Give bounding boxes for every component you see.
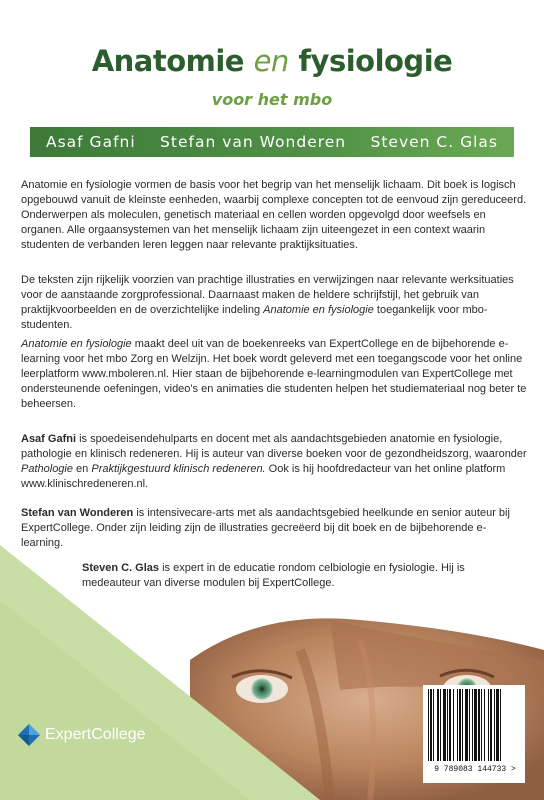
p2-italic-title: Anatomie en fysiologie	[263, 303, 374, 316]
bio-name-wonderen: Stefan van Wonderen	[21, 507, 134, 519]
bio-steven-glas	[82, 561, 522, 591]
p2-start: De teksten zijn rijkelijk voorzien van prachtige illustraties en verwijzingen naar relevante werksituaties voor de aanstaande zorgprofessional. Daarnaast maken de heldere schrijfstijl, het gebruik van praktijkvoorbeelden en de overzichtelijke indeling	[21, 274, 514, 316]
paragraph-intro	[21, 178, 527, 253]
title-part-2: fysiologie	[298, 44, 453, 78]
author-bar	[30, 127, 514, 157]
paragraph-illustrations	[21, 273, 527, 333]
p6-rest: is expert in de educatie rondom celbiologie en fysiologie. Hij is medeauteur van diverse modulen bij ExpertCollege.	[82, 562, 465, 589]
paragraph-intro-text: Anatomie en fysiologie vormen de basis voor het begrip van het menselijk lichaam. Dit boek is logisch opgebouwd vanuit de kleinste eenheden, waarbij complexe concepten tot de eenvoud zijn gereduceerd. Onderwerpen als moleculen, genetisch materiaal en cellen worden opgevolgd door weefsels en organen. Alle orgaansystemen van het menselijk lichaam zijn uiteengezet in een context waarin studenten de verbanden leren leggen naar relevante praktijksituaties.	[21, 179, 527, 251]
title-em: en	[253, 44, 289, 78]
bio-name-gafni: Asaf Gafni	[21, 433, 77, 445]
expertcollege-logo	[17, 723, 146, 747]
author-2: Stefan van Wonderen	[160, 133, 347, 151]
book-title	[0, 44, 544, 78]
bio-asaf-gafni	[21, 432, 527, 492]
p4-a: is spoedeisendehulparts en docent met als aandachtsgebieden anatomie en fysiologie, pathologie en klinisch redeneren. Hij is auteur van diverse boeken voor de gezondheidszorg, waaronder	[21, 433, 527, 460]
p2-end: toegankelijk voor mbo-studenten.	[21, 303, 488, 331]
p4-c: Ook is hij hoofdredacteur van het online platform www.klinischredeneren.nl.	[21, 462, 506, 490]
isbn-barcode	[423, 685, 525, 783]
paragraph-series	[21, 337, 527, 412]
p5-rest: is intensivecare-arts met als aandachtsgebied heelkunde en senior auteur bij ExpertCollege. Onder zijn leiding zijn de illustraties gecreëerd bij dit boek en de bijbehorende e-learning.	[21, 507, 510, 549]
author-3: Steven C. Glas	[370, 133, 498, 151]
p3-italic-title: Anatomie en fysiologie	[21, 338, 132, 350]
isbn-number: 9 789083 144733 >	[434, 765, 516, 774]
p3-rest: maakt deel uit van de boekenreeks van ExpertCollege en de bijbehorende e-learning voor het mbo Zorg en Welzijn. Het boek wordt geleverd met een toegangscode voor het online leerplatform www.mboleren.nl. Hier staan de bijbehorende e-learningmodulen van ExpertCollege met ondersteunende oefeningen, video's en animaties die studenten helpen het studiemateriaal nog beter te beheersen.	[21, 338, 527, 410]
bio-stefan-van-wonderen	[21, 506, 527, 551]
book-subtitle: voor het mbo	[211, 90, 333, 109]
p4-b: en	[73, 462, 92, 475]
author-1: Asaf Gafni	[46, 133, 136, 151]
p4-italic-2: Praktijkgestuurd klinisch redeneren.	[91, 462, 266, 475]
barcode-bars	[427, 689, 521, 763]
p4-italic-1: Pathologie	[21, 462, 73, 475]
logo-text: ExpertCollege	[45, 726, 146, 743]
title-part-1: Anatomie	[91, 44, 244, 78]
bio-name-glas: Steven C. Glas	[82, 562, 160, 574]
expertcollege-logo-icon	[17, 723, 41, 747]
